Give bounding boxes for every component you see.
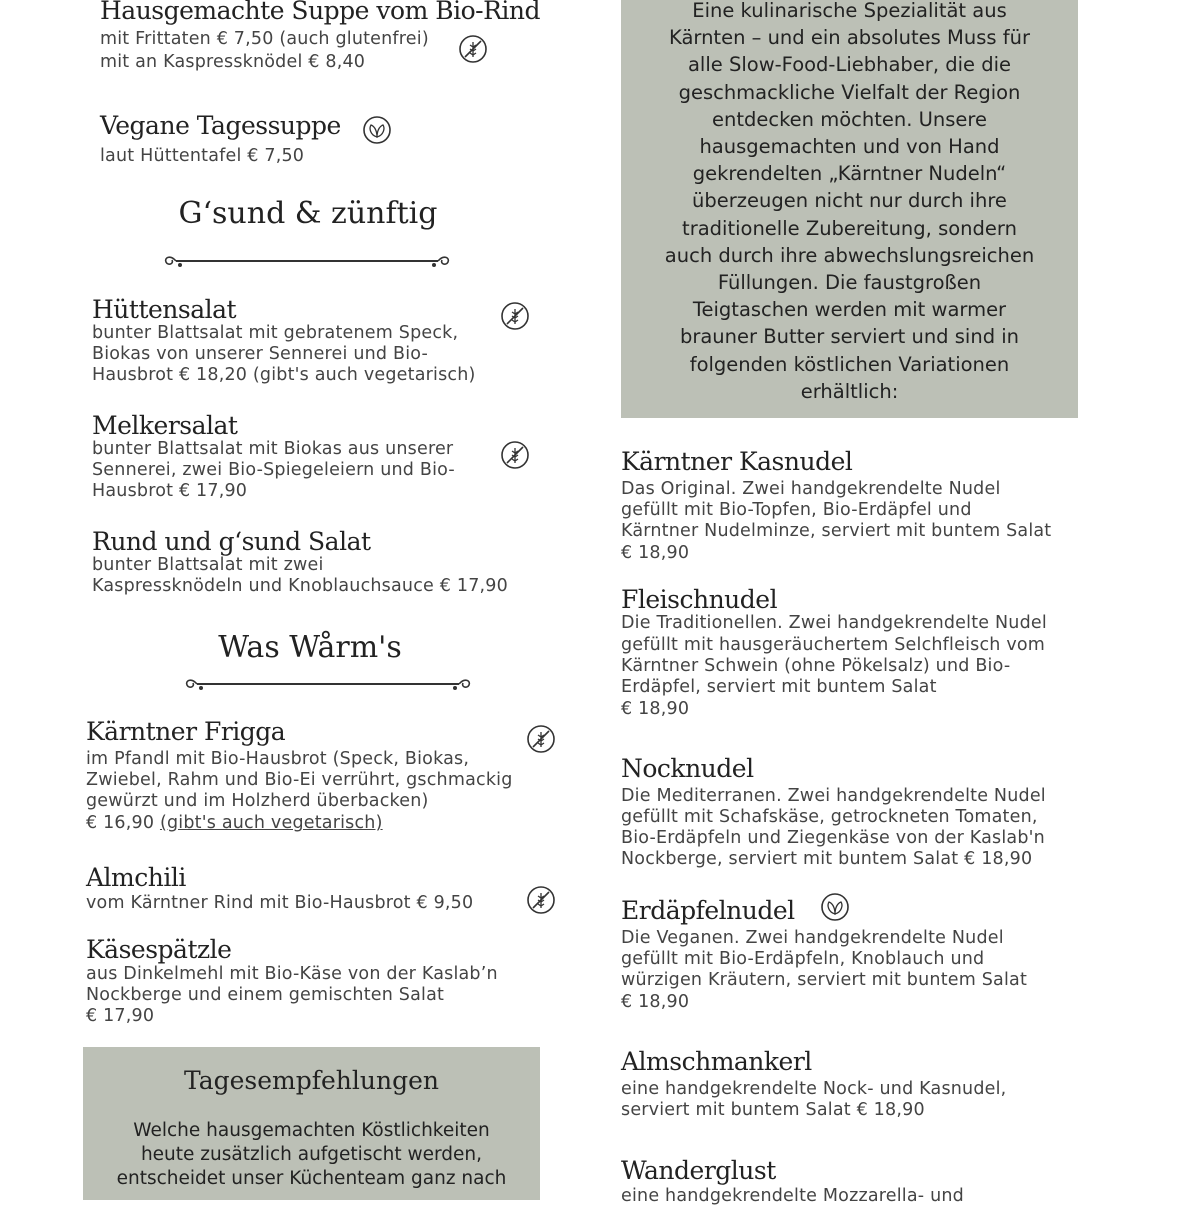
dish-desc-line: € 18,90 [621,543,690,563]
box-text-line: entscheidet unser Küchenteam ganz nach [116,1168,507,1189]
dish-desc-line: eine handgekrendelte Mozzarella- und [621,1186,964,1206]
dish-title-fleischnudel: Fleischnudel [621,585,778,614]
dish-title-erdaepfelnudel: Erdäpfelnudel [621,896,795,925]
intro-line: folgenden köstlichen Variationen [689,352,1010,376]
dish-desc-line: Die Veganen. Zwei handgekrendelte Nudel [621,928,1004,948]
dish-price: € 16,90 [86,813,155,833]
dish-desc-line: gefüllt mit hausgeräuchertem Selchfleisch vom [621,635,1046,655]
dish-desc-line: € 18,90 [621,699,690,719]
dish-desc-line: aus Dinkelmehl mit Bio-Käse von der Kaslab’n [86,964,498,984]
dish-desc-line: Erdäpfel, serviert mit buntem Salat [621,677,937,697]
dish-desc-line: vom Kärntner Rind mit Bio-Hausbrot € 9,50 [86,893,474,913]
dish-title-nocknudel: Nocknudel [621,754,754,783]
dish-desc-line: im Pfandl mit Bio-Hausbrot (Speck, Biokas, [86,749,470,769]
dish-title-huettensalat: Hüttensalat [92,295,237,324]
dish-desc-line: Hausbrot € 18,20 (gibt's auch vegetarisch) [92,365,476,385]
intro-line: Füllungen. Die faustgroßen [717,271,982,295]
dish-title-melkersalat: Melkersalat [92,411,238,440]
dish-title-rund-salat: Rund und g‘sund Salat [92,527,371,556]
dish-desc-line: gefüllt mit Bio-Erdäpfeln, Knoblauch und [621,949,985,969]
dish-desc-line: gefüllt mit Bio-Topfen, Bio-Erdäpfel und [621,500,972,520]
gluten-free-icon [458,34,488,64]
dish-desc-line: Kaspressknödeln und Knoblauchsauce € 17,90 [92,576,508,596]
dish-desc-line: Bio-Erdäpfeln und Ziegenkäse von der Kaslab'n [621,828,1045,848]
gluten-free-icon [526,885,556,915]
dish-desc-line: Hausbrot € 17,90 [92,481,248,501]
intro-line: Teigtaschen werden mit warmer [692,298,1007,322]
intro-line: brauner Butter serviert und sind in [679,325,1020,349]
intro-line: entdecken möchten. Unsere [711,107,988,131]
ornament-divider [162,250,452,272]
intro-line: gekrendelten „Kärntner Nudeln“ [692,162,1007,186]
vegan-leaf-icon [820,892,850,922]
dish-desc-line: Die Mediterranen. Zwei handgekrendelte Nudel [621,786,1046,806]
dish-desc-line: Kärntner Nudelminze, serviert mit buntem Salat [621,521,1052,541]
dish-title-frigga: Kärntner Frigga [86,717,286,746]
intro-line: überzeugen nicht nur durch ihre [692,189,1007,213]
vegetarian-option-link[interactable]: (gibt's auch vegetarisch) [159,813,383,833]
dish-desc-line: Das Original. Zwei handgekrendelte Nudel [621,479,1001,499]
dish-desc-line: € 18,90 [621,992,690,1012]
dish-title-kasnudel: Kärntner Kasnudel [621,447,853,476]
dish-desc-line: Kärntner Schwein (ohne Pökelsalz) und Bio- [621,656,1011,676]
intro-text [621,0,1078,405]
gluten-free-icon [526,724,556,754]
dish-desc-line: laut Hüttentafel € 7,50 [100,146,305,166]
intro-line: geschmackliche Vielfalt der Region [678,80,1021,104]
box-heading: Tagesempfehlungen [183,1066,440,1095]
dish-desc-line: Nockberge und einem gemischten Salat [86,985,445,1005]
intro-line: Kärnten – und ein absolutes Muss für [669,26,1030,50]
dish-desc-line: serviert mit buntem Salat € 18,90 [621,1100,925,1120]
box-text-line: heute zusätzlich aufgetischt werden, [140,1144,483,1165]
dish-desc-line: mit an Kaspressknödel € 8,40 [100,52,366,72]
intro-box [621,0,1078,418]
section-heading-warm: Was Wårm's [218,630,402,665]
daily-recommendations-box [83,1047,540,1200]
dish-desc-line: mit Frittaten € 7,50 (auch glutenfrei) [100,29,429,49]
intro-line: hausgemachten und von Hand [699,135,1000,159]
dish-title-almschmankerl: Almschmankerl [621,1047,812,1076]
dish-desc-line: gefüllt mit Schafskäse, getrockneten Tomaten, [621,807,1038,827]
dish-desc-line: eine handgekrendelte Nock- und Kasnudel, [621,1079,1007,1099]
dish-title-vegan-soup: Vegane Tagessuppe [100,111,341,140]
intro-line: alle Slow-Food-Liebhaber, die die [687,53,1012,77]
dish-desc-line: Sennerei, zwei Bio-Spiegeleiern und Bio- [92,460,455,480]
dish-desc-line: Nockberge, serviert mit buntem Salat € 18,90 [621,849,1033,869]
intro-line: erhältlich: [800,379,899,403]
dish-desc-line: würzigen Kräutern, serviert mit buntem Salat [621,970,1028,990]
dish-desc-line: gewürzt und im Holzherd überbacken) [86,791,429,811]
vegan-leaf-icon [362,115,392,145]
dish-desc-line: Die Traditionellen. Zwei handgekrendelte Nudel [621,613,1047,633]
dish-desc-line: Biokas von unserer Sennerei und Bio- [92,344,429,364]
dish-desc-line: € 17,90 [86,1006,155,1026]
box-text-line: Welche hausgemachten Köstlichkeiten [133,1120,490,1141]
intro-line: Eine kulinarische Spezialität aus [692,0,1007,22]
dish-title-kaesespaetzle: Käsespätzle [86,935,232,964]
intro-line: traditionelle Zubereitung, sondern [682,216,1017,240]
intro-line: auch durch ihre abwechslungsreichen [664,243,1035,267]
dish-desc-line: bunter Blattsalat mit Biokas aus unserer [92,439,454,459]
dish-desc-line: bunter Blattsalat mit gebratenem Speck, [92,323,459,343]
dish-title-beef-soup: Hausgemachte Suppe vom Bio-Rind [100,0,541,25]
gluten-free-icon [500,301,530,331]
dish-desc-line: Zwiebel, Rahm und Bio-Ei verrührt, gschmackig [86,770,513,790]
section-heading-healthy: G‘sund & zünftig [178,196,438,231]
dish-desc-line: bunter Blattsalat mit zwei [92,555,324,575]
dish-title-wanderglust: Wanderglust [621,1156,776,1185]
dish-price-line [86,813,383,834]
ornament-divider [183,673,473,695]
gluten-free-icon [500,440,530,470]
dish-title-almchili: Almchili [86,863,186,892]
